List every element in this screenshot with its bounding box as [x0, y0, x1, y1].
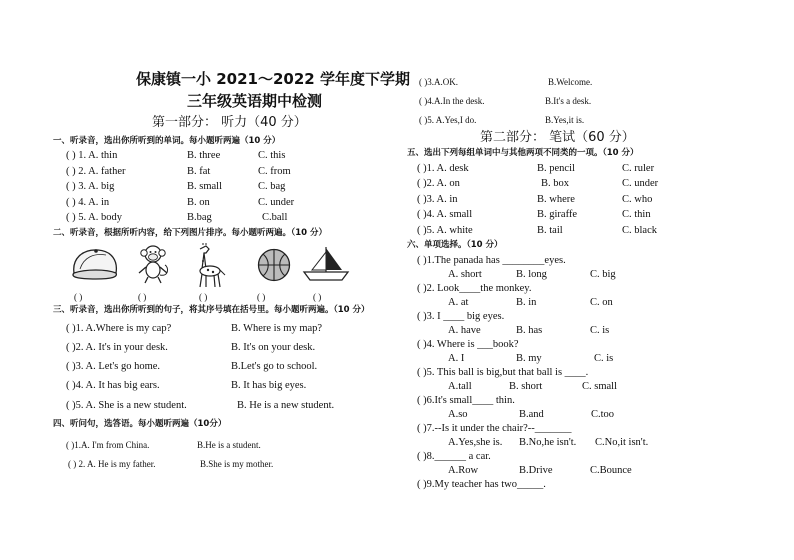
s2-paren-3[interactable]: ( ): [199, 292, 208, 302]
exam-title-line1: 保康镇一小 2021～2022 学年度下学期: [136, 70, 410, 88]
s1-row3-option-c: C. bag: [258, 181, 286, 192]
s2-paren-2[interactable]: ( ): [138, 292, 147, 302]
s6-q2-option-b: B. in: [516, 297, 537, 308]
s6-q5-option-a: A.tall: [448, 381, 472, 392]
s2-paren-1[interactable]: ( ): [74, 292, 83, 302]
section1-heading: 一、听录音，选出你所听到的单词。每小题听两遍（10 分）: [53, 136, 281, 146]
s5-row2-option-a: ( )2. A. on: [417, 178, 460, 189]
s6-q2-option-a: A. at: [448, 297, 469, 308]
s1-row5-option-c: C.ball: [262, 212, 288, 223]
s6-q1-option-c: C. big: [590, 269, 616, 280]
s5-row2-option-c: C. under: [622, 178, 659, 189]
s3-row5-option-a: ( )5. A. She is a new student.: [66, 400, 187, 411]
s4-row1-option-b: B.He is a student.: [197, 440, 261, 450]
s3-row4-option-b: B. It has big eyes.: [231, 380, 307, 391]
s6-q5-option-c: C. small: [582, 381, 618, 392]
s6-q6-option-c: C.too: [591, 409, 615, 420]
s4-row5-option-b: B.Yes,it is.: [545, 115, 585, 125]
s4-row3-option-a: ( )3.A.OK.: [419, 77, 458, 87]
s6-q4-stem: ( )4. Where is ___book?: [417, 339, 519, 350]
s1-row5-option-b: B.bag: [187, 212, 212, 223]
section4-heading: 四、听问句，选答语。每小题听两遍（10分）: [53, 419, 227, 429]
s2-paren-4[interactable]: ( ): [257, 292, 266, 302]
s5-row3-option-c: C. who: [622, 194, 653, 205]
s6-q3-option-c: C. is: [590, 325, 610, 336]
s1-row2-question: ( ) 2. A. father: [66, 166, 126, 177]
s3-row2-option-a: ( )2. A. It's in your desk.: [66, 342, 168, 353]
s5-row4-option-a: ( )4. A. small: [417, 209, 473, 220]
s6-q7-stem: ( )7.--Is it under the chair?--_______: [417, 423, 572, 434]
s3-row3-option-b: B.Let's go to school.: [231, 361, 318, 372]
s6-q7-option-c: C.No,it isn't.: [595, 437, 649, 448]
s4-row1-option-a: ( )1.A. I'm from China.: [66, 440, 150, 450]
s1-row1-option-c: C. this: [258, 150, 286, 161]
s6-q9-stem: ( )9.My teacher has two_____.: [417, 479, 546, 490]
s1-row2-option-b: B. fat: [187, 166, 211, 177]
ball-icon: [256, 247, 292, 283]
s3-row1-option-b: B. Where is my map?: [231, 323, 323, 334]
s6-q4-option-a: A. I: [448, 353, 465, 364]
s6-q7-option-a: A.Yes,she is.: [448, 437, 503, 448]
s4-row3-option-b: B.Welcome.: [548, 77, 593, 87]
s4-row4-option-a: ( )4.A.In the desk.: [419, 96, 485, 106]
s6-q3-option-a: A. have: [448, 325, 481, 336]
s6-q8-option-c: C.Bounce: [590, 465, 632, 476]
s1-row2-option-c: C. from: [258, 166, 291, 177]
s6-q2-stem: ( )2. Look____the monkey.: [417, 283, 532, 294]
monkey-icon: [133, 243, 173, 285]
s4-row2-option-b: B.She is my mother.: [200, 459, 274, 469]
s6-q1-option-b: B. long: [516, 269, 547, 280]
s6-q6-option-b: B.and: [519, 409, 544, 420]
section5-heading: 五、选出下列每组单词中与其他两项不同类的一项。（10 分）: [407, 148, 639, 158]
s1-row3-option-b: B. small: [187, 181, 223, 192]
s3-row5-option-b: B. He is a new student.: [237, 400, 335, 411]
s3-row1-option-a: ( )1. A.Where is my cap?: [66, 323, 172, 334]
s1-row1-option-b: B. three: [187, 150, 221, 161]
s3-row4-option-a: ( )4. A. It has big ears.: [66, 380, 160, 391]
s4-row2-option-a: ( ) 2. A. He is my father.: [68, 459, 156, 469]
s3-row3-option-a: ( )3. A. Let's go home.: [66, 361, 161, 372]
s1-row5-question: ( ) 5. A. body: [66, 212, 122, 223]
s1-row4-question: ( ) 4. A. in: [66, 197, 110, 208]
cap-icon: [66, 245, 124, 283]
s1-row4-option-c: C. under: [258, 197, 295, 208]
s5-row2-option-b: B. box: [541, 178, 570, 189]
s5-row5-option-b: B. tail: [537, 225, 563, 236]
s6-q6-option-a: A.so: [448, 409, 468, 420]
s5-row5-option-a: ( )5. A. white: [417, 225, 473, 236]
s6-q2-option-c: C. on: [590, 297, 613, 308]
s5-row4-option-b: B. giraffe: [537, 209, 578, 220]
s5-row5-option-c: C. black: [622, 225, 657, 236]
s5-row3-option-b: B. where: [537, 194, 575, 205]
section3-heading: 三、听录音，选出你所听到的句子，将其序号填在括号里。每小题听两遍。（10 分）: [53, 305, 370, 315]
s6-q4-option-c: C. is: [594, 353, 614, 364]
s6-q1-stem: ( )1.The panada has ________eyes.: [417, 255, 566, 266]
s6-q5-option-b: B. short: [509, 381, 543, 392]
s3-row2-option-b: B. It's on your desk.: [231, 342, 316, 353]
s5-row4-option-c: C. thin: [622, 209, 651, 220]
s5-row3-option-a: ( )3. A. in: [417, 194, 458, 205]
s6-q1-option-a: A. short: [448, 269, 482, 280]
section6-heading: 六、单项选择。（10 分）: [407, 240, 503, 250]
boat-icon: [300, 244, 352, 284]
part2-title: 第二部分： 笔试（60 分）: [480, 130, 635, 145]
s5-row1-option-c: C. ruler: [622, 163, 655, 174]
giraffe-icon: [188, 241, 228, 289]
s6-q8-stem: ( )8.______ a car.: [417, 451, 491, 462]
s6-q8-option-b: B.Drive: [519, 465, 553, 476]
section2-heading: 二、听录音，根据所听内容，给下列图片排序。每小题听两遍。（10 分）: [53, 228, 328, 238]
s6-q8-option-a: A.Row: [448, 465, 479, 476]
s1-row4-option-b: B. on: [187, 197, 210, 208]
s6-q4-option-b: B. my: [516, 353, 542, 364]
s6-q5-stem: ( )5. This ball is big,but that ball is ____.: [417, 367, 589, 378]
exam-title-line2: 三年级英语期中检测: [187, 92, 323, 110]
s5-row1-option-b: B. pencil: [537, 163, 575, 174]
s1-row1-question: ( ) 1. A. thin: [66, 150, 118, 161]
s4-row5-option-a: ( )5. A.Yes,I do.: [419, 115, 477, 125]
s1-row3-question: ( ) 3. A. big: [66, 181, 115, 192]
s4-row4-option-b: B.It's a desk.: [545, 96, 592, 106]
s6-q3-option-b: B. has: [516, 325, 543, 336]
s2-paren-5[interactable]: ( ): [313, 292, 322, 302]
s5-row1-option-a: ( )1. A. desk: [417, 163, 469, 174]
part1-title: 第一部分： 听力（40 分）: [152, 115, 307, 130]
s6-q6-stem: ( )6.It's small____ thin.: [417, 395, 515, 406]
s6-q3-stem: ( )3. I ____ big eyes.: [417, 311, 505, 322]
s6-q7-option-b: B.No,he isn't.: [519, 437, 577, 448]
